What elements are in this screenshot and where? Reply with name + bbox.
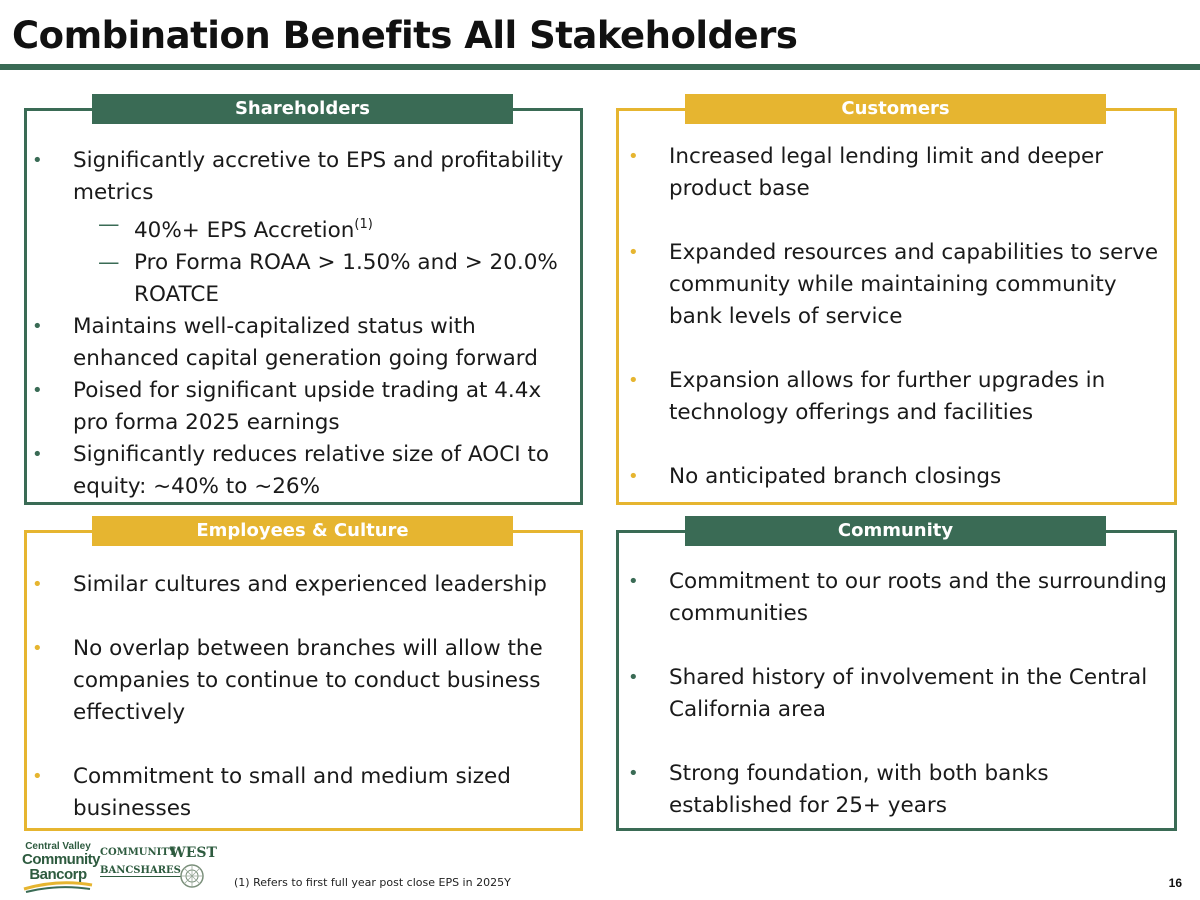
bullet-icon: • [32, 444, 43, 465]
list-item: — 40%+ EPS Accretion$^{(1)}$ [26, 209, 578, 247]
page-number: 16 [1168, 876, 1182, 890]
dash-icon: — [98, 250, 120, 275]
list-item: • Increased legal lending limit and deeper product base [622, 141, 1170, 205]
shareholders-list [26, 145, 578, 503]
bullet-icon: • [32, 574, 43, 595]
list-item: — Pro Forma ROAA > 1.50% and > 20.0% ROATCE [26, 247, 578, 311]
bullet-icon: • [628, 370, 639, 391]
customers-heading: Customers [685, 94, 1106, 124]
bullet-icon: • [628, 466, 639, 487]
list-item: • Significantly reduces relative size of AOCI to equity: ~40% to ~26% [26, 439, 578, 503]
list-item: • No overlap between branches will allow the companies to continue to conduct business effectively [26, 633, 578, 729]
employees-list [26, 569, 578, 825]
list-item: • Strong foundation, with both banks established for 25+ years [622, 758, 1170, 822]
employees-heading: Employees & Culture [92, 516, 513, 546]
list-item: • No anticipated branch closings [622, 461, 1170, 493]
bullet-icon: • [32, 380, 43, 401]
list-item: • Expanded resources and capabilities to serve community while maintaining community bank levels of service [622, 237, 1170, 333]
list-item: • Expansion allows for further upgrades in technology offerings and facilities [622, 365, 1170, 429]
list-item: • Commitment to small and medium sized businesses [26, 761, 578, 825]
list-item: • Commitment to our roots and the surrounding communities [622, 566, 1170, 630]
list-item: • Similar cultures and experienced leadership [26, 569, 578, 601]
list-item: • Significantly accretive to EPS and profitability metrics [26, 145, 578, 209]
seal-icon [178, 862, 206, 890]
bullet-icon: • [32, 316, 43, 337]
footnote: (1) Refers to first full year post close EPS in 2025Y [234, 876, 511, 889]
bullet-icon: • [32, 150, 43, 171]
page-title: Combination Benefits All Stakeholders [12, 14, 798, 57]
shareholders-heading: Shareholders [92, 94, 513, 124]
central-valley-logo: Central Valley Community Bancorp [22, 841, 94, 893]
bullet-icon: • [628, 146, 639, 167]
title-divider [0, 64, 1200, 70]
customers-list [622, 141, 1170, 493]
bullet-icon: • [628, 571, 639, 592]
bullet-icon: • [32, 766, 43, 787]
list-item: • Poised for significant upside trading at 4.4x pro forma 2025 earnings [26, 375, 578, 439]
dash-icon: — [98, 212, 120, 237]
bullet-icon: • [32, 638, 43, 659]
list-item: • Maintains well-capitalized status with enhanced capital generation going forward [26, 311, 578, 375]
swoosh-icon [22, 879, 94, 893]
community-list [622, 566, 1170, 822]
list-item: • Shared history of involvement in the Central California area [622, 662, 1170, 726]
bullet-icon: • [628, 667, 639, 688]
bullet-icon: • [628, 242, 639, 263]
community-west-logo: COMMUNITY WEST BANCSHARES [100, 845, 215, 893]
bullet-icon: • [628, 763, 639, 784]
community-heading: Community [685, 516, 1106, 546]
